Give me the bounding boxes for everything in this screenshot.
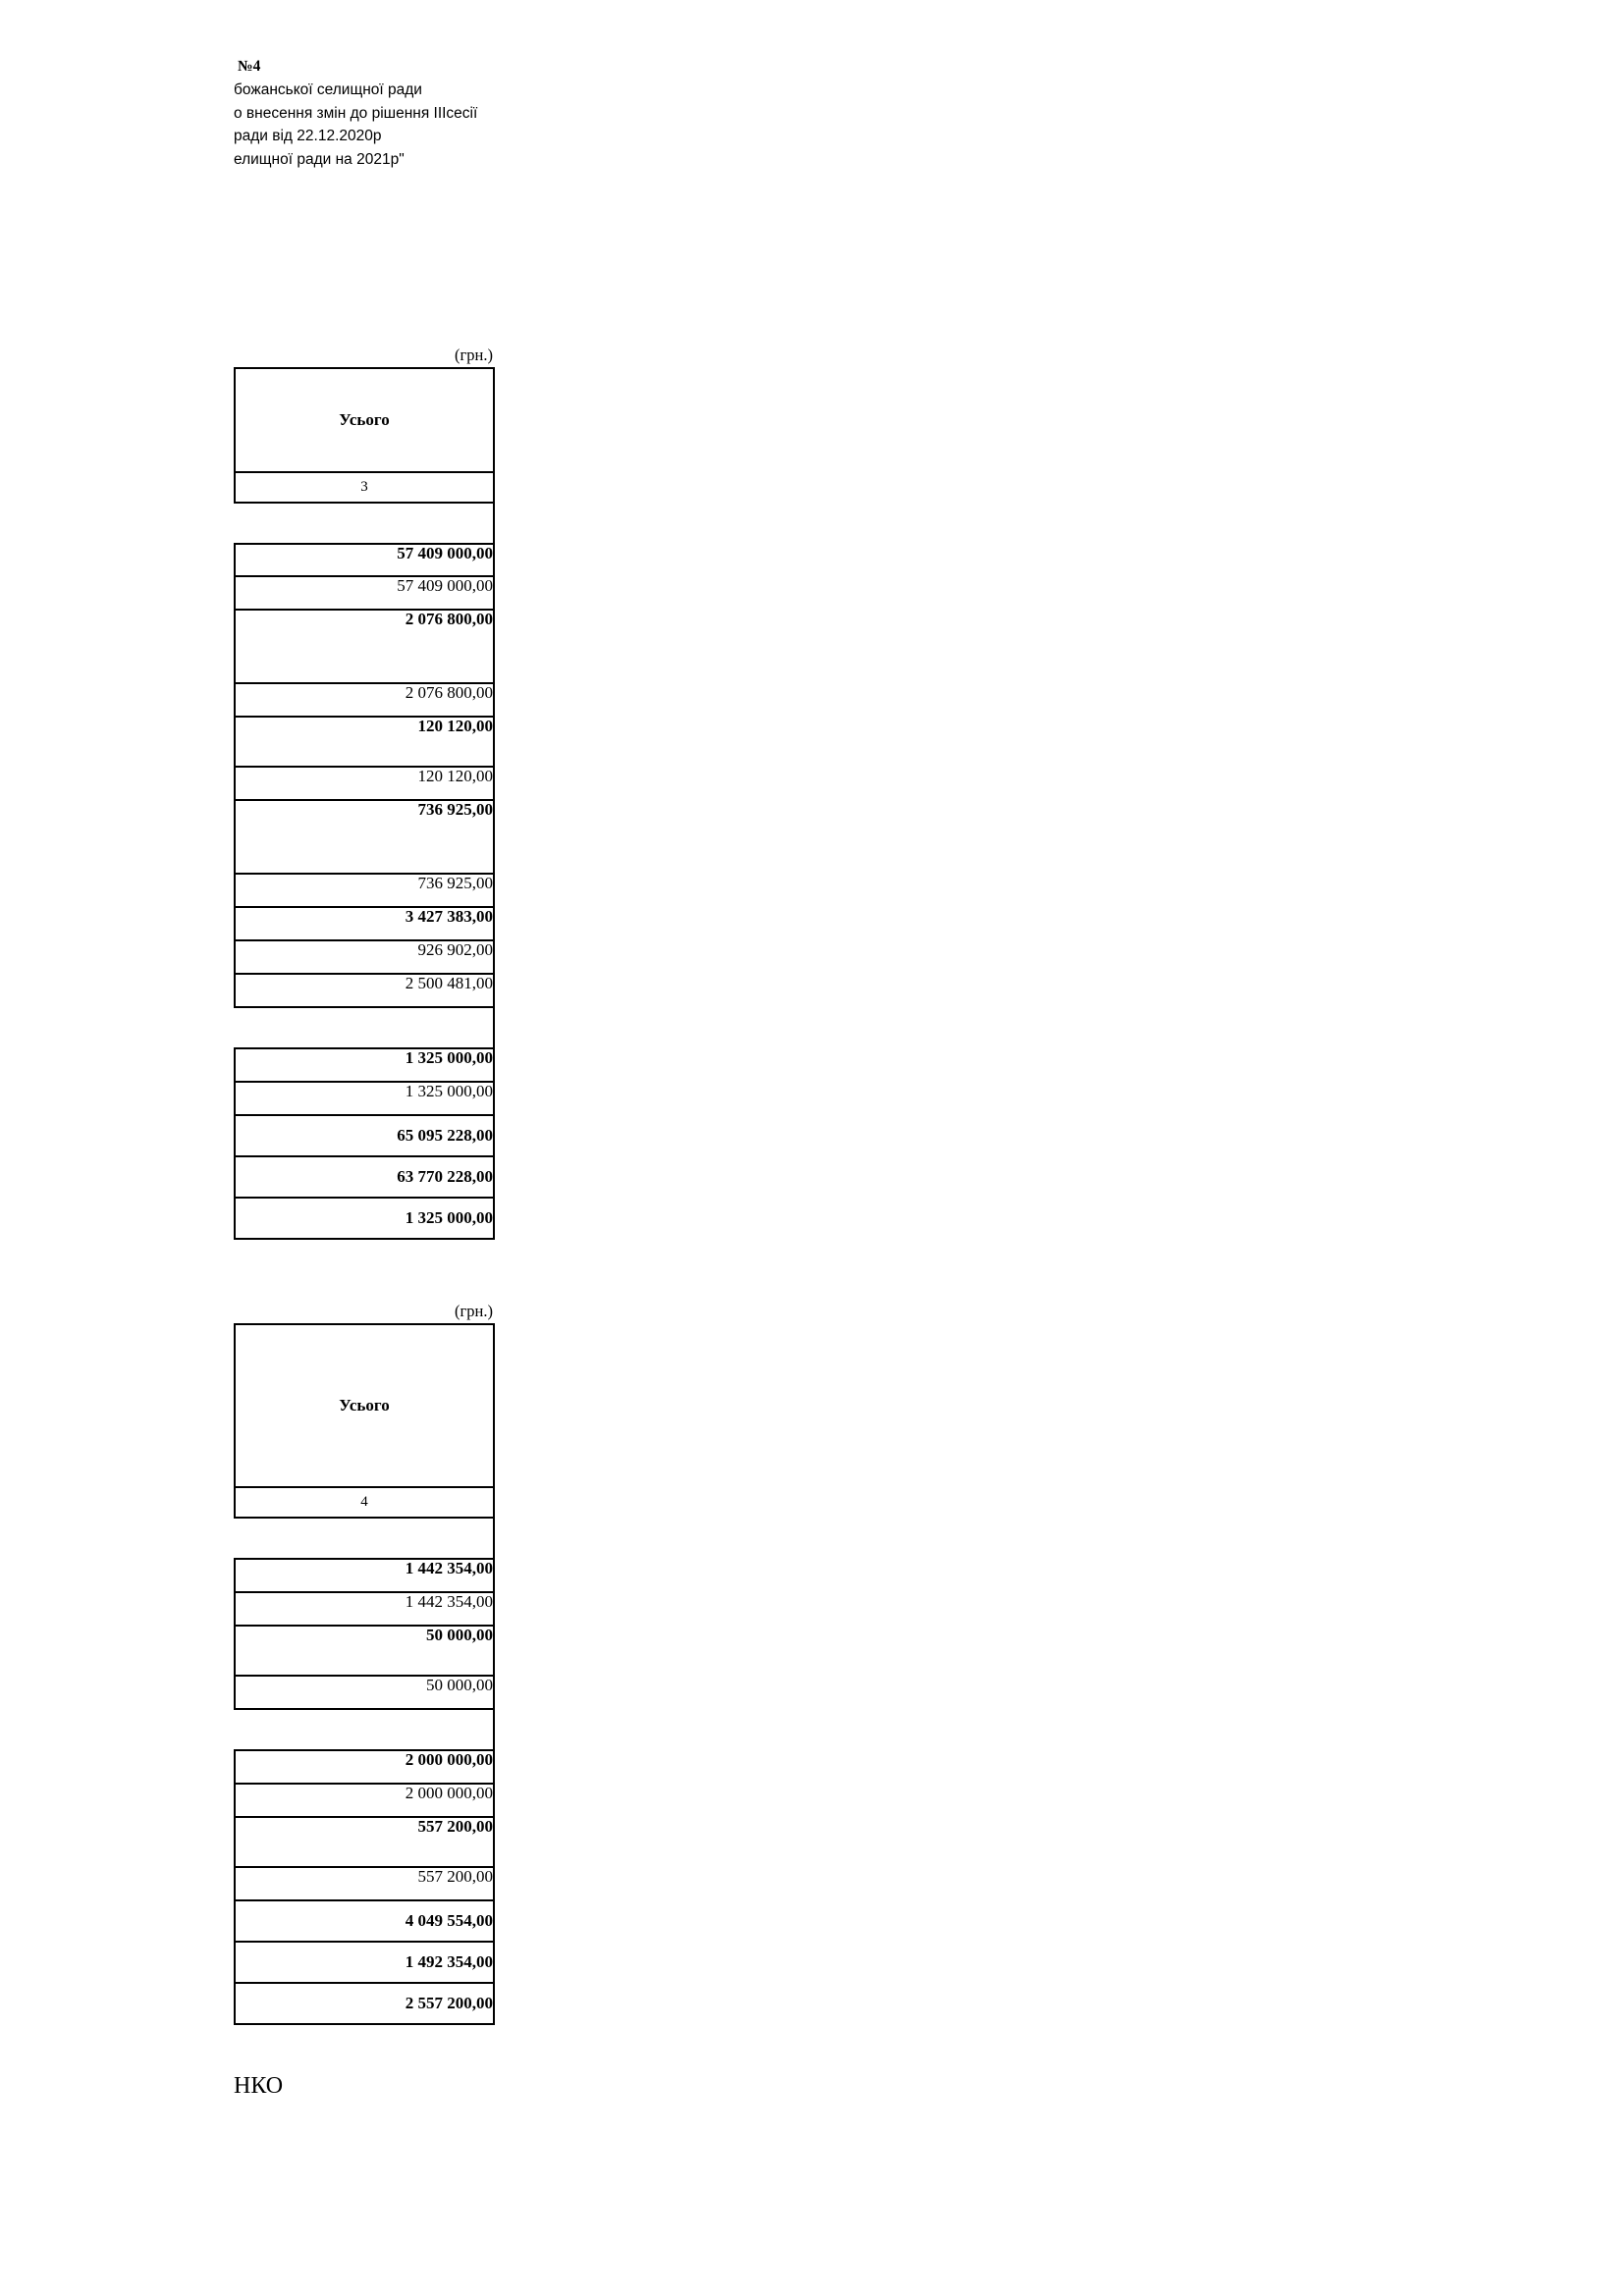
table-row: 65 095 228,00: [234, 1114, 495, 1157]
unit-label-table1: (грн.): [455, 346, 493, 364]
table-row: 926 902,00: [234, 939, 495, 975]
table-row: 2 000 000,00: [234, 1749, 495, 1785]
table-row: 736 925,00: [234, 873, 495, 908]
table-row: 120 120,00: [234, 766, 495, 801]
header-line-2: о внесення змін до рішення IIIсесії: [234, 105, 478, 122]
table-row: 2 500 481,00: [234, 973, 495, 1008]
column-number: 4: [234, 1486, 495, 1519]
table-row: [234, 1008, 495, 1049]
table-row: 2 076 800,00: [234, 682, 495, 718]
table-row: 50 000,00: [234, 1625, 495, 1677]
table-row: 3 427 383,00: [234, 906, 495, 941]
footer-text: НКО: [234, 2073, 284, 2099]
header-line-1: божанської селищної ради: [234, 81, 422, 98]
column-number: 3: [234, 471, 495, 504]
table-row: 2 557 200,00: [234, 1982, 495, 2025]
table-row: 2 076 800,00: [234, 609, 495, 684]
table-row: 50 000,00: [234, 1675, 495, 1710]
table-row: 1 325 000,00: [234, 1047, 495, 1083]
table-row: 63 770 228,00: [234, 1155, 495, 1199]
header-line-4: елищної ради на 2021р": [234, 151, 405, 168]
table-row: 4 049 554,00: [234, 1899, 495, 1943]
table-row: [234, 1710, 495, 1751]
appendix-number: №4: [238, 58, 261, 75]
header-line-3: ради від 22.12.2020р: [234, 128, 382, 144]
table-row: 1 492 354,00: [234, 1941, 495, 1984]
table-row: 1 325 000,00: [234, 1197, 495, 1240]
table-row: 557 200,00: [234, 1866, 495, 1901]
table-row: 2 000 000,00: [234, 1783, 495, 1818]
table-row: 120 120,00: [234, 716, 495, 768]
table-row: 1 442 354,00: [234, 1591, 495, 1627]
table-row: 736 925,00: [234, 799, 495, 875]
column-header: Усього: [234, 367, 495, 473]
table-row: 1 325 000,00: [234, 1081, 495, 1116]
table-row: 57 409 000,00: [234, 575, 495, 611]
unit-label-table2: (грн.): [455, 1302, 493, 1320]
table-row: 57 409 000,00: [234, 543, 495, 577]
table-row: 1 442 354,00: [234, 1558, 495, 1593]
table-row: 557 200,00: [234, 1816, 495, 1868]
column-header: Усього: [234, 1323, 495, 1488]
table-row: [234, 504, 495, 545]
table-row: [234, 1519, 495, 1560]
